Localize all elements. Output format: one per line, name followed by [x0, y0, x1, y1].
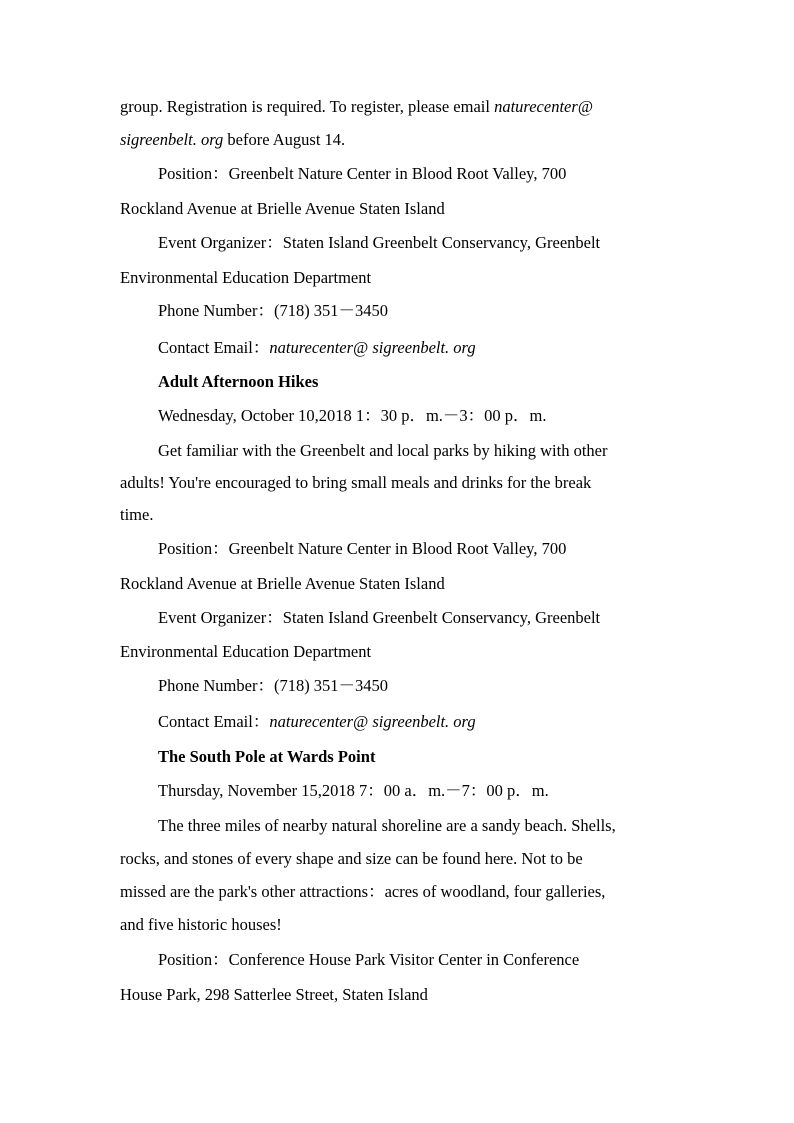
position-line: Position：Conference House Park Visitor Center in Conference [158, 950, 580, 969]
email-text: naturecenter@ sigreenbelt. org [269, 712, 476, 731]
label: Contact Email： [158, 338, 270, 357]
event-title: Adult Afternoon Hikes [158, 372, 319, 391]
event-description-line: time. [120, 505, 154, 524]
position-line: Rockland Avenue at Brielle Avenue Staten Island [120, 199, 445, 218]
contact-email-line [158, 712, 666, 732]
event-description-line: The three miles of nearby natural shoreline are a sandy beach. Shells, [158, 816, 616, 835]
phone-line: Phone Number：(718) 351－3450 [158, 676, 389, 695]
email-text: sigreenbelt. org [120, 130, 224, 149]
paragraph-line [120, 97, 666, 117]
event-description-line: rocks, and stones of every shape and size can be found here. Not to be [120, 849, 583, 868]
email-text: naturecenter@ [494, 97, 593, 116]
email-text: naturecenter@ sigreenbelt. org [269, 338, 476, 357]
event-description-line: and five historic houses! [120, 915, 282, 934]
position-line: House Park, 298 Satterlee Street, Staten Island [120, 985, 428, 1004]
event-description-line: Get familiar with the Greenbelt and local parks by hiking with other [158, 441, 608, 460]
text: group. Registration is required. To register, please email [120, 97, 495, 116]
organizer-line: Environmental Education Department [120, 268, 372, 287]
position-line: Rockland Avenue at Brielle Avenue Staten Island [120, 574, 445, 593]
event-date: Thursday, November 15,2018 7：00 a．m.－7：00 p．m. [158, 781, 549, 800]
paragraph-line [120, 130, 666, 150]
event-date: Wednesday, October 10,2018 1：30 p．m.－3：00 p．m. [158, 406, 547, 425]
organizer-line: Environmental Education Department [120, 642, 372, 661]
event-title: The South Pole at Wards Point [158, 747, 376, 766]
contact-email-line [158, 338, 666, 358]
position-line: Position：Greenbelt Nature Center in Blood Root Valley, 700 [158, 164, 567, 183]
text: before August 14. [223, 130, 346, 149]
organizer-line: Event Organizer：Staten Island Greenbelt Conservancy, Greenbelt [158, 608, 601, 627]
label: Contact Email： [158, 712, 270, 731]
event-description-line: adults! You're encouraged to bring small meals and drinks for the break [120, 473, 592, 492]
position-line: Position：Greenbelt Nature Center in Blood Root Valley, 700 [158, 539, 567, 558]
organizer-line: Event Organizer：Staten Island Greenbelt Conservancy, Greenbelt [158, 233, 601, 252]
event-description-line: missed are the park's other attractions：acres of woodland, four galleries, [120, 882, 606, 901]
phone-line: Phone Number：(718) 351－3450 [158, 301, 389, 320]
